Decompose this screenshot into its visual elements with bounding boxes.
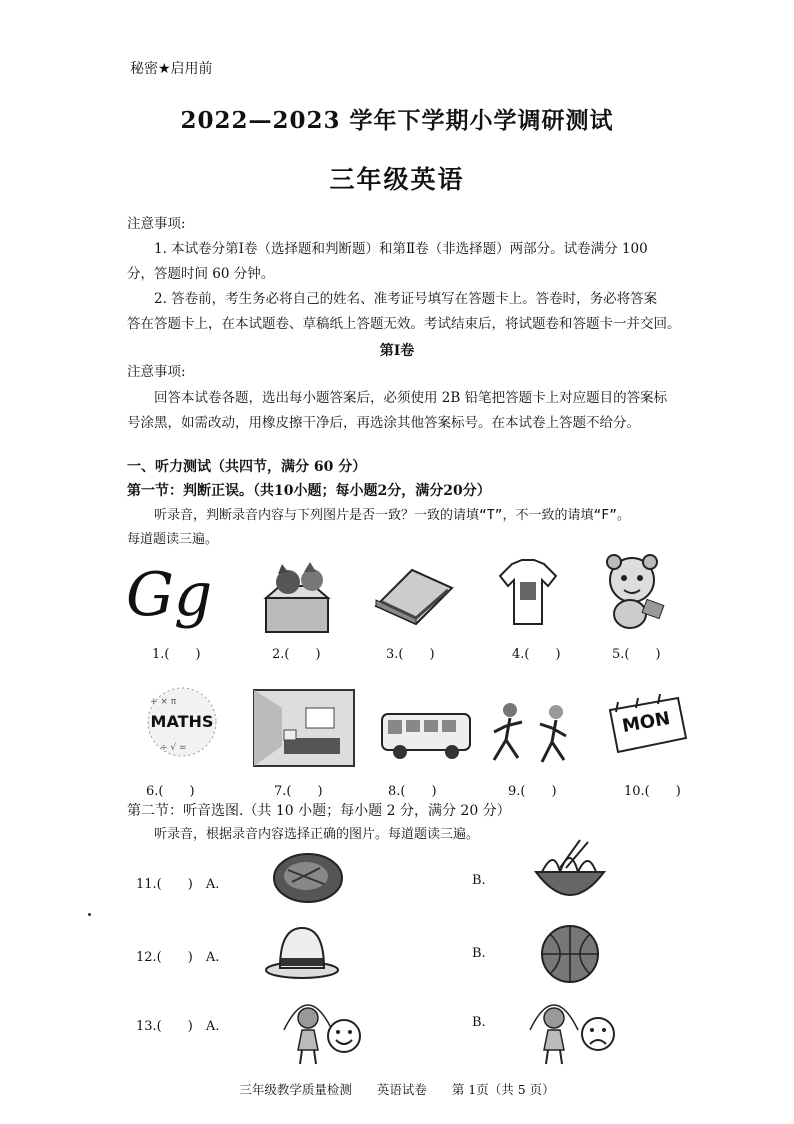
- tiger-cartoon-image: [598, 552, 670, 636]
- steak-image: [270, 848, 348, 908]
- basketball-image: [538, 922, 602, 986]
- exam-title: 2022—2023 学年下学期小学调研测试: [180, 107, 614, 134]
- calendar-day-text: MON: [620, 707, 672, 738]
- question-8-label: 8.( ): [388, 784, 437, 799]
- sandwich-image: [372, 560, 456, 630]
- question-13-label: 13.( ) A.: [136, 1019, 220, 1034]
- question-1-label: 1.( ): [152, 647, 201, 662]
- question-11-option-b-label: B.: [472, 873, 486, 888]
- question-6-label: 6.( ): [146, 784, 195, 799]
- maths-image: [140, 686, 224, 758]
- bus-image: [380, 710, 474, 762]
- section1-instr-line2: 每道题读三遍。: [127, 532, 219, 547]
- svg-text:÷ √ =: ÷ √ =: [160, 743, 187, 753]
- notice-heading: 注意事项:: [127, 216, 186, 232]
- stray-dot: [88, 913, 91, 916]
- notice-item1-line2: 分，答题时间 60 分钟。: [127, 266, 275, 282]
- exam-subtitle: 三年级英语: [329, 165, 465, 194]
- confidential-mark: 秘密★启用前: [130, 61, 213, 77]
- bedroom-image: [252, 688, 356, 768]
- children-running-image: [486, 700, 582, 770]
- noodles-bowl-image: [530, 838, 610, 914]
- question-3-label: 3.( ): [386, 647, 435, 662]
- sad-girl-image: [524, 990, 618, 1068]
- question-11-label: 11.( ) A.: [136, 877, 220, 892]
- letters-gg-image: Gg: [126, 560, 213, 630]
- question-12-option-b-label: B.: [472, 946, 486, 961]
- section1-sub2: 第二节：听音选图.（共 10 小题；每小题 2 分，满分 20 分）: [127, 803, 511, 819]
- question-2-label: 2.( ): [272, 647, 321, 662]
- notice-item2-line1: 2. 答卷前，考生务必将自己的姓名、准考证号填写在答题卡上。答卷时，务必将答案: [154, 291, 658, 307]
- notice-item2-line2: 答在答题卡上，在本试题卷、草稿纸上答题无效。考试结束后，将试题卷和答题卡一并交回。: [127, 316, 681, 332]
- question-4-label: 4.( ): [512, 647, 561, 662]
- part1-text-line2: 号涂黑，如需改动，用橡皮擦干净后，再选涂其他答案标号。在本试卷上答题不给分。: [127, 415, 640, 431]
- part1-text-line1: 回答本试卷各题，选出每小题答案后，必须使用 2B 铅笔把答题卡上对应题目的答案标: [154, 390, 668, 406]
- question-7-label: 7.( ): [274, 784, 323, 799]
- happy-girl-image: [278, 990, 368, 1068]
- notice-item1-line1: 1. 本试卷分第Ⅰ卷（选择题和判断题）和第Ⅱ卷（非选择题）两部分。试卷满分 100: [154, 241, 648, 257]
- section1-heading: 一、听力测试（共四节，满分 60 分）: [127, 459, 367, 475]
- cats-in-box-image: [258, 558, 336, 638]
- question-5-label: 5.( ): [612, 647, 661, 662]
- section1-instr2: 听录音，根据录音内容选择正确的图片。每道题读三遍。: [154, 827, 480, 842]
- hat-image: [264, 922, 342, 980]
- section1-sub1: 第一节：判断正误。（共10小题；每小题2分，满分20分）: [127, 483, 491, 499]
- calendar-monday-image: [606, 694, 690, 758]
- question-9-label: 9.( ): [508, 784, 557, 799]
- question-12-label: 12.( ) A.: [136, 950, 220, 965]
- question-13-option-b-label: B.: [472, 1015, 486, 1030]
- question-10-label: 10.( ): [624, 784, 681, 799]
- part1-heading: 注意事项:: [127, 364, 186, 380]
- section1-instr-line1: 听录音，判断录音内容与下列图片是否一致？一致的请填“T”，不一致的请填“F”。: [154, 508, 630, 523]
- page-footer: 三年级教学质量检测 英语试卷 第 1页（共 5 页）: [239, 1082, 555, 1097]
- maths-word: MATHS: [150, 712, 214, 731]
- tshirt-image: [498, 558, 558, 628]
- part1-label: 第Ⅰ卷: [379, 343, 415, 359]
- svg-text:+ × π: + × π: [150, 697, 177, 707]
